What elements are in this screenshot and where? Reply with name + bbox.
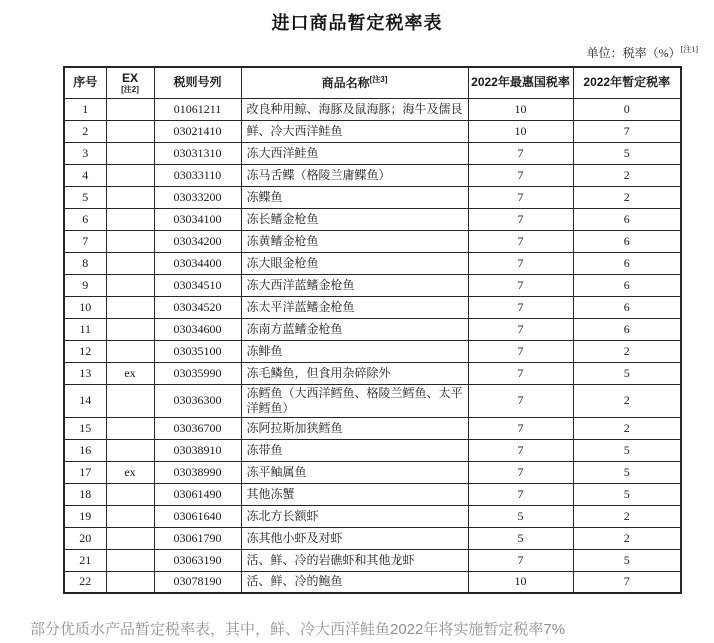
table-row	[64, 186, 681, 208]
row-ex: ex	[106, 362, 154, 384]
row-provisional-rate: 6	[573, 296, 681, 318]
row-mfn-rate: 10	[468, 120, 573, 142]
row-code: 03033110	[154, 164, 241, 186]
row-mfn-rate: 5	[468, 527, 573, 549]
row-mfn-rate: 7	[468, 164, 573, 186]
row-mfn-rate: 7	[468, 439, 573, 461]
col-ex-label: EX	[121, 70, 138, 85]
row-provisional-rate: 2	[573, 505, 681, 527]
table-row	[64, 230, 681, 252]
row-name: 冻带鱼	[241, 439, 468, 461]
row-provisional-rate: 7	[573, 120, 681, 142]
row-seq: 22	[64, 571, 106, 593]
table-row	[64, 252, 681, 274]
row-code: 03021410	[154, 120, 241, 142]
row-name: 冻鲽鱼	[241, 186, 468, 208]
row-mfn-rate: 7	[468, 230, 573, 252]
row-provisional-rate: 2	[573, 340, 681, 362]
row-name: 改良种用鲸、海豚及鼠海豚；海牛及儒艮	[241, 98, 468, 120]
row-ex	[106, 527, 154, 549]
row-provisional-rate: 0	[573, 98, 681, 120]
table-row	[64, 296, 681, 318]
row-name: 冻马舌鲽（格陵兰庸鲽鱼）	[241, 164, 468, 186]
table-row	[64, 274, 681, 296]
tariff-table	[63, 66, 682, 594]
row-seq: 6	[64, 208, 106, 230]
table-row	[64, 340, 681, 362]
row-name: 冻太平洋蓝鳍金枪鱼	[241, 296, 468, 318]
table-row	[64, 439, 681, 461]
row-mfn-rate: 5	[468, 505, 573, 527]
row-seq: 21	[64, 549, 106, 571]
row-seq: 19	[64, 505, 106, 527]
row-ex	[106, 483, 154, 505]
unit-note-superscript: [注1]	[680, 45, 698, 54]
col-name-label: 商品名称	[321, 75, 370, 90]
row-name: 冻大眼金枪鱼	[241, 252, 468, 274]
table-header	[64, 67, 681, 98]
table-row	[64, 142, 681, 164]
row-code: 03034510	[154, 274, 241, 296]
row-seq: 10	[64, 296, 106, 318]
row-provisional-rate: 5	[573, 461, 681, 483]
row-seq: 2	[64, 120, 106, 142]
row-code: 01061211	[154, 98, 241, 120]
table-row	[64, 384, 681, 417]
row-code: 03034600	[154, 318, 241, 340]
row-mfn-rate: 7	[468, 252, 573, 274]
row-mfn-rate: 7	[468, 296, 573, 318]
unit-label: 单位：税率（%）	[586, 46, 681, 60]
row-provisional-rate: 5	[573, 439, 681, 461]
row-name: 冻其他小虾及对虾	[241, 527, 468, 549]
row-provisional-rate: 5	[573, 483, 681, 505]
header-row	[64, 67, 681, 98]
row-ex	[106, 252, 154, 274]
row-code: 03034520	[154, 296, 241, 318]
row-code: 03038990	[154, 461, 241, 483]
row-code: 03033200	[154, 186, 241, 208]
row-code: 03034400	[154, 252, 241, 274]
row-seq: 20	[64, 527, 106, 549]
row-mfn-rate: 7	[468, 274, 573, 296]
row-name: 冻黄鳍金枪鱼	[241, 230, 468, 252]
row-name: 冻毛鳞鱼，但食用杂碎除外	[241, 362, 468, 384]
row-code: 03036700	[154, 417, 241, 439]
col-seq: 序号	[64, 67, 106, 98]
table-row	[64, 527, 681, 549]
row-mfn-rate: 7	[468, 142, 573, 164]
row-seq: 3	[64, 142, 106, 164]
row-mfn-rate: 7	[468, 417, 573, 439]
row-provisional-rate: 2	[573, 384, 681, 417]
row-name: 冻长鳍金枪鱼	[241, 208, 468, 230]
row-ex	[106, 340, 154, 362]
row-name: 鲜、冷大西洋鲑鱼	[241, 120, 468, 142]
row-ex	[106, 439, 154, 461]
table-row	[64, 98, 681, 120]
row-name: 其他冻蟹	[241, 483, 468, 505]
row-code: 03063190	[154, 549, 241, 571]
table-row	[64, 461, 681, 483]
row-mfn-rate: 7	[468, 549, 573, 571]
row-mfn-rate: 10	[468, 571, 573, 593]
row-ex	[106, 142, 154, 164]
row-mfn-rate: 10	[468, 98, 573, 120]
table-body	[64, 98, 681, 593]
row-ex	[106, 274, 154, 296]
table-row	[64, 120, 681, 142]
row-provisional-rate: 2	[573, 527, 681, 549]
row-ex	[106, 98, 154, 120]
row-name: 活、鲜、冷的鲍鱼	[241, 571, 468, 593]
row-mfn-rate: 7	[468, 340, 573, 362]
col-mfn-rate: 2022年最惠国税率	[468, 67, 573, 98]
row-mfn-rate: 7	[468, 208, 573, 230]
row-provisional-rate: 6	[573, 318, 681, 340]
row-name: 冻阿拉斯加狭鳕鱼	[241, 417, 468, 439]
col-name	[241, 67, 468, 98]
row-ex: ex	[106, 461, 154, 483]
row-name: 冻鳕鱼（大西洋鳕鱼、格陵兰鳕鱼、太平洋鳕鱼）	[241, 384, 468, 417]
row-provisional-rate: 5	[573, 362, 681, 384]
row-code: 03061790	[154, 527, 241, 549]
table-row	[64, 318, 681, 340]
row-seq: 14	[64, 384, 106, 417]
row-name: 冻平鲉属鱼	[241, 461, 468, 483]
row-code: 03061490	[154, 483, 241, 505]
row-ex	[106, 505, 154, 527]
row-provisional-rate: 2	[573, 417, 681, 439]
col-ex-note: [注2]	[121, 84, 139, 94]
row-code: 03036300	[154, 384, 241, 417]
row-seq: 9	[64, 274, 106, 296]
table-row	[64, 362, 681, 384]
row-ex	[106, 417, 154, 439]
row-seq: 15	[64, 417, 106, 439]
row-seq: 17	[64, 461, 106, 483]
row-ex	[106, 549, 154, 571]
row-name: 活、鲜、冷的岩礁虾和其他龙虾	[241, 549, 468, 571]
unit-line	[587, 44, 698, 61]
row-name: 冻大西洋蓝鳍金枪鱼	[241, 274, 468, 296]
table-row	[64, 483, 681, 505]
row-ex	[106, 120, 154, 142]
row-ex	[106, 571, 154, 593]
table-row	[64, 505, 681, 527]
row-code: 03034200	[154, 230, 241, 252]
table-row	[64, 417, 681, 439]
row-mfn-rate: 7	[468, 186, 573, 208]
row-ex	[106, 318, 154, 340]
row-seq: 7	[64, 230, 106, 252]
row-code: 03034100	[154, 208, 241, 230]
row-name: 冻北方长额虾	[241, 505, 468, 527]
row-mfn-rate: 7	[468, 318, 573, 340]
row-mfn-rate: 7	[468, 461, 573, 483]
row-provisional-rate: 6	[573, 230, 681, 252]
row-code: 03035100	[154, 340, 241, 362]
table-row	[64, 571, 681, 593]
row-seq: 8	[64, 252, 106, 274]
row-mfn-rate: 7	[468, 483, 573, 505]
row-provisional-rate: 5	[573, 142, 681, 164]
row-seq: 18	[64, 483, 106, 505]
table-row	[64, 549, 681, 571]
row-seq: 11	[64, 318, 106, 340]
row-code: 03038910	[154, 439, 241, 461]
row-ex	[106, 384, 154, 417]
row-mfn-rate: 7	[468, 362, 573, 384]
row-ex	[106, 186, 154, 208]
row-provisional-rate: 2	[573, 186, 681, 208]
col-ex	[106, 67, 154, 98]
row-code: 03031310	[154, 142, 241, 164]
row-provisional-rate: 5	[573, 549, 681, 571]
row-provisional-rate: 2	[573, 164, 681, 186]
row-provisional-rate: 6	[573, 208, 681, 230]
row-ex	[106, 230, 154, 252]
row-seq: 13	[64, 362, 106, 384]
page-title: 进口商品暂定税率表	[271, 13, 443, 33]
row-seq: 4	[64, 164, 106, 186]
row-provisional-rate: 6	[573, 274, 681, 296]
row-code: 03035990	[154, 362, 241, 384]
row-provisional-rate: 7	[573, 571, 681, 593]
row-code: 03061640	[154, 505, 241, 527]
row-ex	[106, 164, 154, 186]
row-seq: 16	[64, 439, 106, 461]
col-provisional-rate: 2022年暂定税率	[573, 67, 681, 98]
footnote: 部分优质水产品暂定税率表，其中，鲜、冷大西洋鲑鱼2022年将实施暂定税率7%	[30, 621, 566, 638]
row-mfn-rate: 7	[468, 384, 573, 417]
table-row	[64, 208, 681, 230]
row-ex	[106, 208, 154, 230]
col-name-note: [注3]	[369, 74, 388, 84]
row-name: 冻鲱鱼	[241, 340, 468, 362]
row-seq: 12	[64, 340, 106, 362]
row-provisional-rate: 6	[573, 252, 681, 274]
table-row	[64, 164, 681, 186]
row-name: 冻南方蓝鳍金枪鱼	[241, 318, 468, 340]
row-name: 冻大西洋鲑鱼	[241, 142, 468, 164]
row-ex	[106, 296, 154, 318]
row-code: 03078190	[154, 571, 241, 593]
row-seq: 5	[64, 186, 106, 208]
row-seq: 1	[64, 98, 106, 120]
col-code: 税则号列	[154, 67, 241, 98]
